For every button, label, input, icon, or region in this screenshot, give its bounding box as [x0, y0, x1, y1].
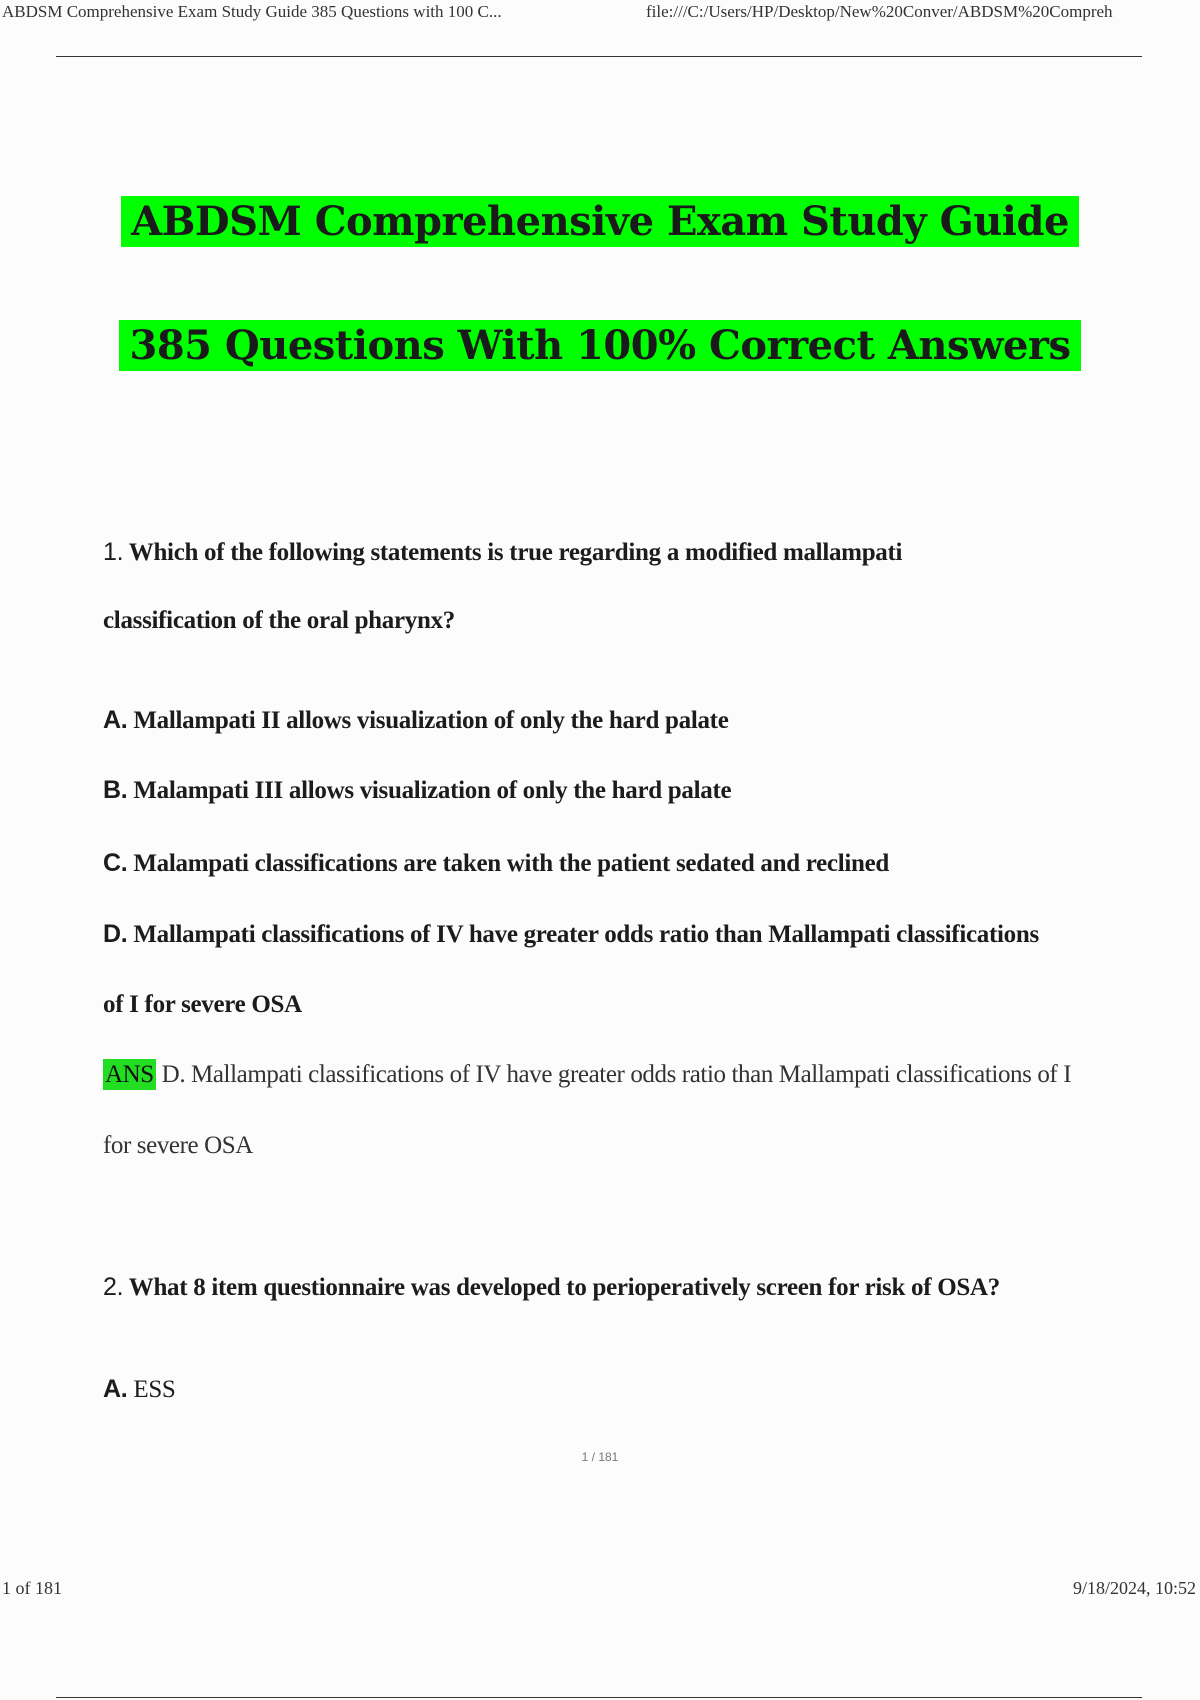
question-1-option-d-line2: of I for severe OSA: [103, 991, 302, 1018]
option-text: Mallampati II allows visualization of only the hard palate: [133, 707, 729, 734]
footer-datetime: 9/18/2024, 10:52: [1072, 1578, 1196, 1598]
option-letter: B.: [103, 776, 128, 804]
answer-text: D. Mallampati classifications of IV have greater odds ratio than Mallampati classifications of I: [161, 1061, 1072, 1088]
question-1-option-b: [103, 776, 1143, 805]
question-number: 2.: [103, 1273, 124, 1301]
question-1-option-d: [103, 920, 1143, 949]
footer-page-count: 1 of 181: [2, 1578, 62, 1598]
bottom-divider: [56, 1697, 1142, 1698]
question-1-answer: [103, 1061, 1153, 1089]
question-1-option-c: [103, 849, 1143, 878]
question-1-answer-line2: for severe OSA: [103, 1132, 253, 1159]
option-letter: A.: [103, 1375, 128, 1403]
option-letter: C.: [103, 849, 128, 877]
question-1-option-a: [103, 706, 1143, 735]
option-text: Mallampati classifications of IV have greater odds ratio than Mallampati classifications: [133, 921, 1039, 948]
document-title-line1: [0, 198, 1200, 245]
document-subtitle-text: 385 Questions With 100% Correct Answers: [119, 320, 1080, 371]
question-number: 1.: [103, 538, 124, 566]
question-text: Which of the following statements is true regarding a modified mallampati: [128, 539, 903, 566]
option-text: Malampati classifications are taken with the patient sedated and reclined: [133, 850, 889, 877]
question-1-line1: [103, 538, 1143, 567]
question-2-option-a: [103, 1375, 1143, 1404]
option-text: Malampati III allows visualization of only the hard palate: [133, 777, 732, 804]
page-indicator: 1 / 181: [581, 1450, 619, 1464]
print-header-title: ABDSM Comprehensive Exam Study Guide 385 Questions with 100 C...: [2, 2, 502, 21]
print-header: [0, 0, 1200, 28]
document-title-text: ABDSM Comprehensive Exam Study Guide: [121, 196, 1079, 247]
question-2-line1: [103, 1273, 1143, 1302]
print-header-url: file:///C:/Users/HP/Desktop/New%20Conver/ABDSM%20Compreh: [646, 2, 1113, 21]
document-title-line2: [0, 322, 1200, 369]
question-text: What 8 item questionnaire was developed to perioperatively screen for risk of OSA?: [128, 1274, 1000, 1301]
answer-tag: ANS: [105, 1061, 154, 1088]
option-letter: A.: [103, 706, 128, 734]
option-text: ESS: [133, 1376, 176, 1403]
top-divider: [56, 56, 1142, 57]
option-letter: D.: [103, 920, 128, 948]
question-1-line2: classification of the oral pharynx?: [103, 607, 455, 634]
